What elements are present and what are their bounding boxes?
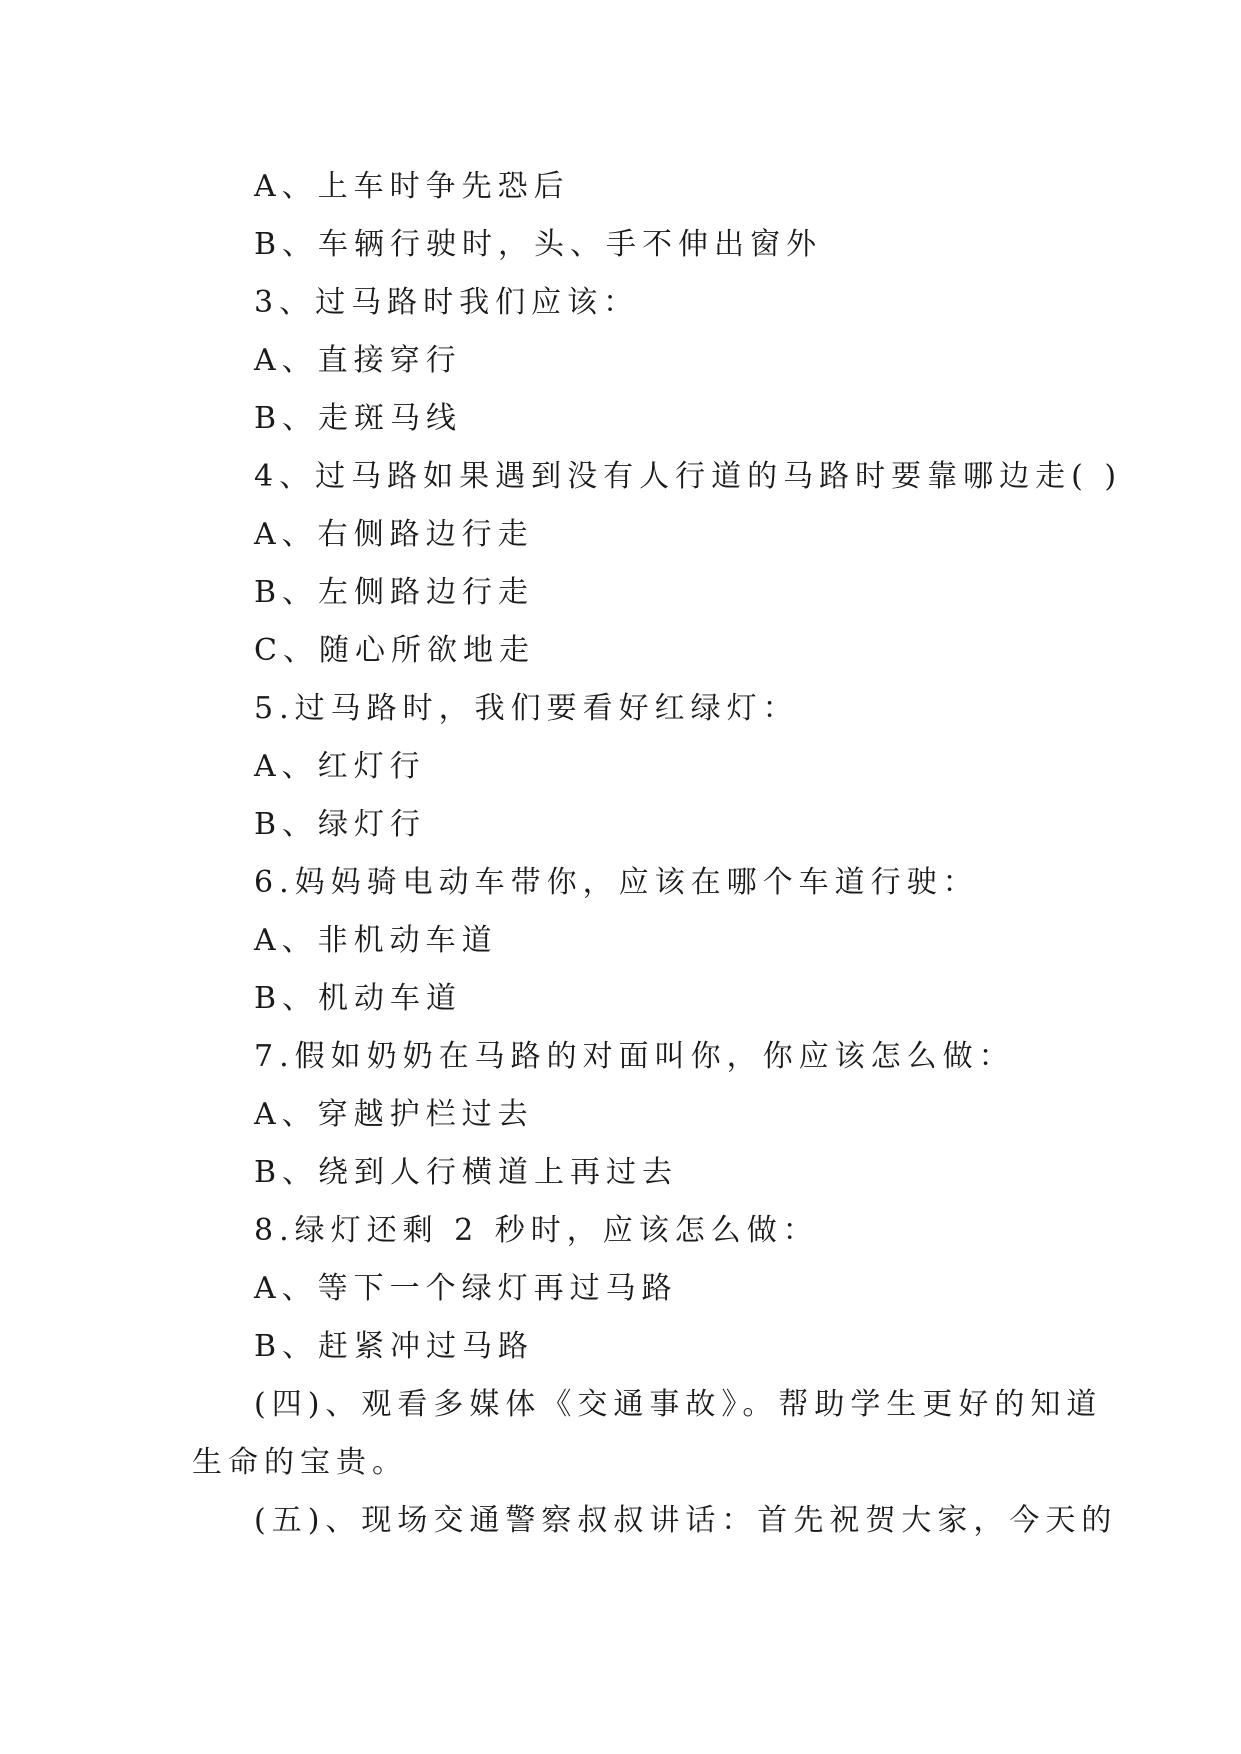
- option-line: A、右侧路边行走: [254, 517, 534, 552]
- section-paragraph-start: (五)、现场交通警察叔叔讲话：首先祝贺大家，今天的: [254, 1503, 1118, 1538]
- section-paragraph-start: (四)、观看多媒体《交通事故》。帮助学生更好的知道: [254, 1387, 1103, 1422]
- option-line: A、直接穿行: [254, 343, 462, 378]
- question-line: 7.假如奶奶在马路的对面叫你，你应该怎么做：: [254, 1039, 1015, 1074]
- option-line: B、左侧路边行走: [254, 575, 535, 610]
- option-line: B、绿灯行: [254, 807, 427, 842]
- option-line: B、机动车道: [254, 981, 463, 1016]
- option-line: B、走斑马线: [254, 401, 463, 436]
- question-line: 4、过马路如果遇到没有人行道的马路时要靠哪边走( ): [254, 459, 1123, 494]
- question-line: 5.过马路时，我们要看好红绿灯：: [254, 691, 799, 726]
- question-line: 6.妈妈骑电动车带你，应该在哪个车道行驶：: [254, 865, 979, 900]
- option-line: C、随心所欲地走: [254, 633, 535, 668]
- section-paragraph-continuation: 生命的宝贵。: [192, 1445, 408, 1480]
- option-line: A、穿越护栏过去: [254, 1097, 534, 1132]
- option-line: A、非机动车道: [254, 923, 498, 958]
- option-line: B、车辆行驶时，头、手不伸出窗外: [254, 227, 823, 262]
- option-line: A、红灯行: [254, 749, 426, 784]
- option-line: A、等下一个绿灯再过马路: [254, 1271, 678, 1306]
- question-line: 3、过马路时我们应该：: [254, 285, 640, 320]
- question-line: 8.绿灯还剩 2 秒时，应该怎么做：: [254, 1213, 819, 1248]
- option-line: B、赶紧冲过马路: [254, 1329, 535, 1364]
- option-line: A、上车时争先恐后: [254, 169, 570, 204]
- option-line: B、绕到人行横道上再过去: [254, 1155, 679, 1190]
- document-body: [192, 158, 1123, 1550]
